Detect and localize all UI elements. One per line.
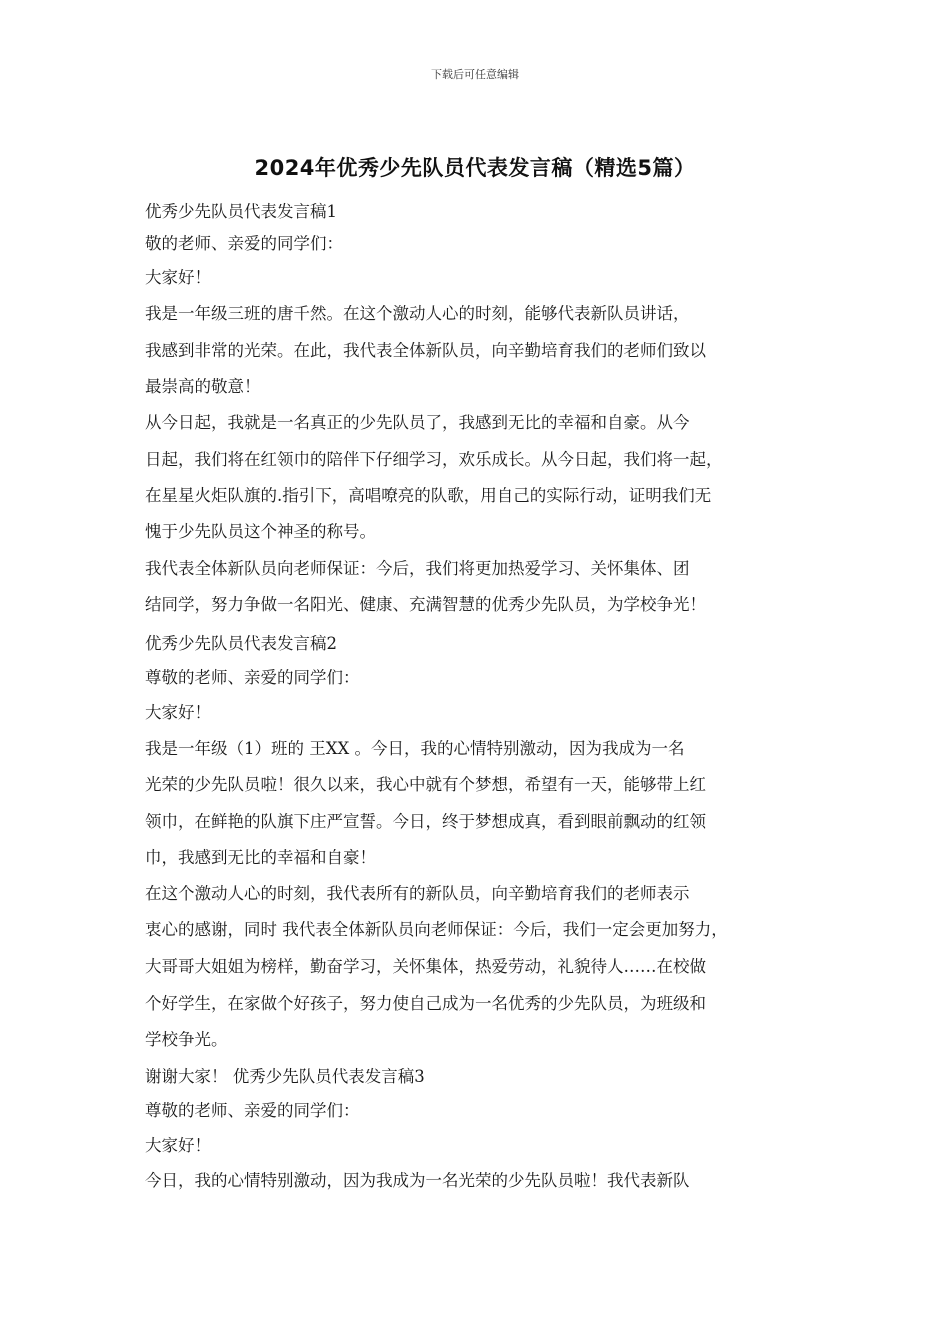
- body-line: 优秀少先队员代表发言稿1: [145, 202, 337, 221]
- body-line: 日起，我们将在红领巾的陪伴下仔细学习，欢乐成长。从今日起，我们将一起，: [145, 450, 723, 469]
- body-line: 我感到非常的光荣。在此，我代表全体新队员，向辛勤培育我们的老师们致以: [145, 341, 706, 360]
- body-line: 个好学生，在家做个好孩子，努力使自己成为一名优秀的少先队员，为班级和: [145, 994, 706, 1013]
- page-header: 下载后可任意编辑: [431, 68, 519, 81]
- body-line: 大家好！: [145, 268, 211, 287]
- body-line: 巾，我感到无比的幸福和自豪！: [145, 848, 376, 867]
- body-line: 在星星火炬队旗的.指引下，高唱嘹亮的队歌，用自己的实际行动，证明我们无: [145, 486, 712, 505]
- body-line: 衷心的感谢，同时 我代表全体新队员向老师保证：今后，我们一定会更加努力，: [145, 920, 728, 939]
- body-line: 在这个激动人心的时刻，我代表所有的新队员，向辛勤培育我们的老师表示: [145, 884, 690, 903]
- body-line: 尊敬的老师、亲爱的同学们：: [145, 1101, 360, 1120]
- document-title: 2024年优秀少先队员代表发言稿（精选5篇）: [254, 156, 696, 180]
- body-line: 今日，我的心情特别激动，因为我成为一名光荣的少先队员啦！我代表新队: [145, 1171, 690, 1190]
- body-line: 我是一年级（1）班的 王XX 。今日，我的心情特别激动，因为我成为一名: [145, 739, 685, 758]
- body-line: 愧于少先队员这个神圣的称号。: [145, 522, 376, 541]
- body-line: 尊敬的老师、亲爱的同学们：: [145, 668, 360, 687]
- body-line: 敬的老师、亲爱的同学们：: [145, 234, 343, 253]
- body-line: 领巾，在鲜艳的队旗下庄严宣誓。今日，终于梦想成真，看到眼前飘动的红领: [145, 812, 706, 831]
- body-line: 结同学，努力争做一名阳光、健康、充满智慧的优秀少先队员，为学校争光！: [145, 595, 706, 614]
- body-line: 我代表全体新队员向老师保证：今后，我们将更加热爱学习、关怀集体、团: [145, 559, 690, 578]
- body-line: 光荣的少先队员啦！很久以来，我心中就有个梦想，希望有一天，能够带上红: [145, 775, 706, 794]
- body-line: 最崇高的敬意！: [145, 377, 261, 396]
- body-line: 大家好！: [145, 1136, 211, 1155]
- body-line: 谢谢大家！ 优秀少先队员代表发言稿3: [145, 1067, 425, 1086]
- body-line: 优秀少先队员代表发言稿2: [145, 634, 337, 653]
- body-line: 大哥哥大姐姐为榜样，勤奋学习，关怀集体，热爱劳动，礼貌待人……在校做: [145, 957, 706, 976]
- body-line: 从今日起，我就是一名真正的少先队员了，我感到无比的幸福和自豪。从今: [145, 413, 690, 432]
- body-line: 大家好！: [145, 703, 211, 722]
- body-line: 学校争光。: [145, 1030, 228, 1049]
- body-line: 我是一年级三班的唐千然。在这个激动人心的时刻，能够代表新队员讲话，: [145, 304, 690, 323]
